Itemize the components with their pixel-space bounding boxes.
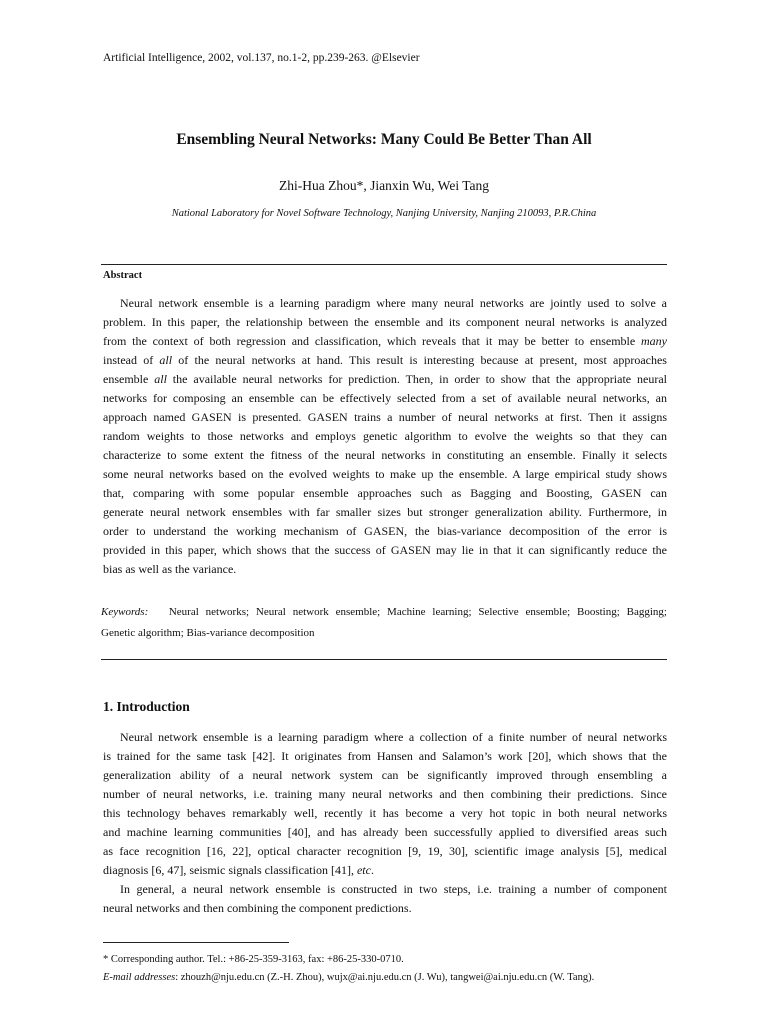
keywords-label: Keywords bbox=[101, 606, 145, 618]
keywords-block bbox=[101, 602, 667, 644]
abstract-top-rule bbox=[101, 264, 667, 265]
abstract-line: ensemble all the available neural networks for prediction. Then, in order to show that the appropriate neural bbox=[103, 372, 668, 386]
intro-line: number of neural networks, i.e. training many neural networks and then combining their predictions. Since bbox=[103, 787, 667, 801]
intro-line: neural networks and then combining the component predictions. bbox=[103, 901, 412, 915]
abstract-line: approach named GASEN is presented. GASEN trains a number of neural networks at first. Then it assigns bbox=[103, 410, 667, 424]
intro-line: this technology behaves remarkably well, recently it has become a very hot topic in both neural networks bbox=[103, 806, 667, 820]
emphasis-all: all bbox=[159, 353, 173, 367]
abstract-line: generate neural network ensembles with far smaller sizes but stronger generalization ability. Furthermore, in bbox=[103, 505, 667, 519]
introduction-body bbox=[103, 728, 667, 918]
abstract-line: from the context of both regression and classification, which reveals that it may be better to ensemble many bbox=[103, 334, 667, 348]
intro-line: is trained for the same task [42]. It originates from Hansen and Salamon’s work [20], which shows that the bbox=[103, 749, 667, 763]
abstract-line: problem. In this paper, the relationship between the ensemble and its component neural networks is analyzed bbox=[103, 315, 667, 329]
abstract-bottom-rule bbox=[101, 659, 667, 660]
abstract-line: characterize to some extent the fitness of the neural networks in constituting an ensemble. Finally it selects bbox=[103, 448, 667, 462]
paper-title: Ensembling Neural Networks: Many Could Be Better Than All bbox=[176, 131, 592, 148]
footnote-corresponding-author: * Corresponding author. Tel.: +86-25-359-3163, fax: +86-25-330-0710. bbox=[103, 954, 404, 965]
intro-line: and machine learning communities [40], and has already been successfully applied to diversified areas such bbox=[103, 825, 667, 839]
keywords-line: Genetic algorithm; Bias-variance decomposition bbox=[101, 627, 315, 639]
footnote-rule bbox=[103, 942, 289, 943]
abstract-line: instead of all of the neural networks at hand. This result is interesting because at present, most approaches bbox=[103, 353, 667, 367]
intro-line: Neural network ensemble is a learning paradigm where a collection of a finite number of neural networks bbox=[120, 730, 667, 744]
email-label: E-mail addresses bbox=[103, 972, 176, 983]
abstract-line: that, comparing with some popular ensemble approaches such as Bagging and Boosting, GASEN can bbox=[103, 486, 667, 500]
abstract-line: provided in this paper, which shows that the success of GASEN may lie in that it can significantly reduce the bbox=[103, 543, 667, 557]
emphasis-all: all bbox=[154, 372, 167, 386]
footnote-emails bbox=[103, 972, 594, 983]
intro-line: diagnosis [6, 47], seismic signals classification [41], etc. bbox=[103, 863, 374, 877]
abstract-body bbox=[103, 294, 667, 579]
abstract-line: some neural networks based on the evolved weights to make up the ensemble. A large empirical study shows bbox=[103, 467, 667, 481]
abstract-line: networks for composing an ensemble can be effectively selected from a set of available neural networks, an bbox=[103, 391, 667, 405]
intro-line: as face recognition [16, 22], optical character recognition [9, 19, 30], scientific image analysis [5], medical bbox=[103, 844, 667, 858]
journal-citation: Artificial Intelligence, 2002, vol.137, no.1-2, pp.239-263. @Elsevier bbox=[103, 52, 420, 64]
author-list: Zhi-Hua Zhou*, Jianxin Wu, Wei Tang bbox=[278, 178, 490, 193]
author-affiliation: National Laboratory for Novel Software Technology, Nanjing University, Nanjing 210093, P.R.China bbox=[171, 208, 597, 219]
intro-line: generalization ability of a neural network system can be significantly improved through ensembling a bbox=[103, 768, 667, 782]
intro-line: In general, a neural network ensemble is constructed in two steps, i.e. training a number of component bbox=[120, 882, 667, 896]
email-addresses: : zhouzh@nju.edu.cn (Z.-H. Zhou), wujx@ai.nju.edu.cn (J. Wu), tangwei@ai.nju.edu.cn (W. Tang). bbox=[175, 972, 595, 983]
abstract-line: bias as well as the variance. bbox=[103, 562, 237, 576]
abstract-line: Neural network ensemble is a learning paradigm where many neural networks are jointly used to solve a bbox=[120, 296, 667, 310]
abstract-line: order to understand the working mechanism of GASEN, the bias-variance decomposition of the error is bbox=[103, 524, 667, 538]
emphasis-etc: etc bbox=[356, 863, 371, 877]
abstract-heading: Abstract bbox=[103, 270, 143, 281]
abstract-line: random weights to those networks and employs genetic algorithm to evolve the weights so that they can bbox=[103, 429, 667, 443]
keywords-line: Keywords: Neural networks; Neural network ensemble; Machine learning; Selective ensemble; Boosting; Bagging; bbox=[101, 606, 667, 618]
emphasis-many: many bbox=[641, 334, 667, 348]
section-heading-introduction: 1. Introduction bbox=[103, 699, 190, 714]
